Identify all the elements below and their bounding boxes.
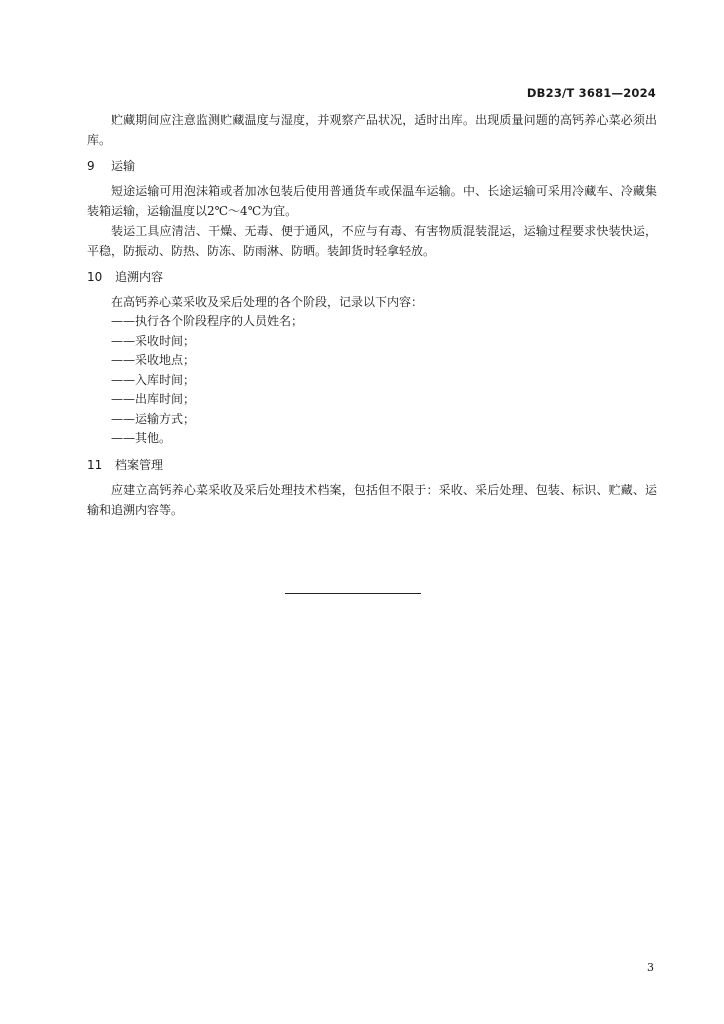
end-of-document-rule [285,593,421,594]
list-item: ——采收地点； [111,353,196,367]
list-item: ——其他。 [111,431,172,445]
transport-paragraph-1: 短途运输可用泡沫箱或者加冰包装后使用普通货车或保温车运输。中、长途运输可采用冷藏车、冷藏集装箱运输，运输温度以2℃～4℃为宜。 [87,184,657,218]
section-number: 10 [87,270,103,284]
list-item: ——运输方式； [111,411,196,426]
list-item: ——入库时间； [111,372,196,387]
section-heading-archive [87,455,657,475]
document-code: DB23/T 3681—2024 [526,86,656,100]
storage-paragraph: 贮藏期间应注意监测贮藏温度与湿度，并观察产品状况，适时出库。出现质量问题的高钙养心菜必须出库。 [87,113,657,147]
section-heading-traceability [87,267,657,287]
list-item: ——出库时间； [111,392,196,406]
section-number: 11 [87,457,103,472]
section-title: 追溯内容 [115,270,164,284]
list-item: ——执行各个阶段程序的人员姓名； [111,314,304,328]
traceability-intro: 在高钙养心菜采收及采后处理的各个阶段，记录以下内容： [111,295,424,309]
section-title: 运输 [111,159,136,173]
transport-paragraph-2: 装运工具应清洁、干燥、无毒、便于通风，不应与有毒、有害物质混装混运，运输过程要求快装快运，平稳，防振动、防热、防冻、防雨淋、防晒。装卸货时轻拿轻放。 [87,224,657,258]
section-heading-transport [87,156,657,176]
archive-paragraph: 应建立高钙养心菜采收及采后处理技术档案，包括但不限于：采收、采后处理、包装、标识、贮藏、运输和追溯内容等。 [87,482,657,517]
section-number: 9 [87,159,95,173]
list-item: ——采收时间； [111,333,196,348]
section-title: 档案管理 [115,457,164,472]
document-body [87,110,657,520]
page-number: 3 [647,961,654,974]
